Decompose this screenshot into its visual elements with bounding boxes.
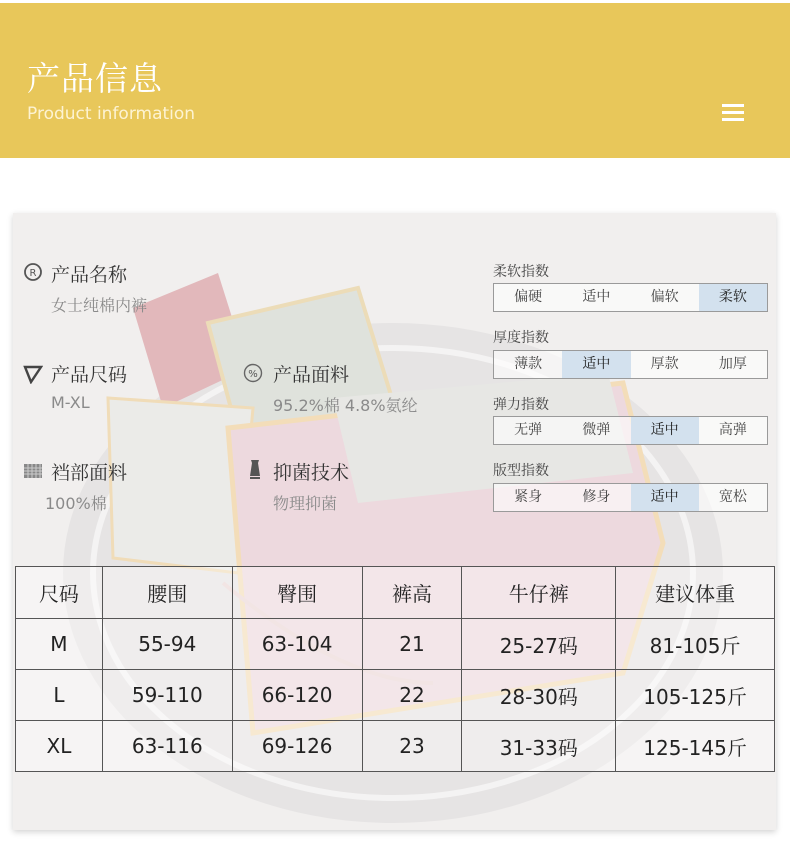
table-cell: 28-30码 xyxy=(462,670,616,721)
index-option[interactable]: 厚款 xyxy=(650,356,679,372)
index-option[interactable]: 适中 xyxy=(582,289,611,305)
column-header: 裤高 xyxy=(362,567,462,619)
table-cell: 66-120 xyxy=(232,670,362,721)
table-header-row xyxy=(16,567,775,619)
ruler-triangle-icon xyxy=(23,364,43,384)
index-option[interactable]: 薄款 xyxy=(514,356,543,372)
table-cell: 105-125斤 xyxy=(616,670,775,721)
attr-label: 裆部面料 xyxy=(51,462,128,484)
attr-label: 抑菌技术 xyxy=(273,462,350,484)
table-cell: 63-116 xyxy=(102,721,232,772)
table-cell: 55-94 xyxy=(102,619,232,670)
index-option-selected[interactable]: 柔软 xyxy=(699,284,767,311)
index-option-selected[interactable]: 适中 xyxy=(631,417,699,444)
index-option[interactable]: 修身 xyxy=(582,489,611,505)
index-option[interactable]: 偏硬 xyxy=(514,289,543,305)
index-thickness xyxy=(493,350,768,379)
svg-text:%: % xyxy=(248,369,258,380)
attr-value: 物理抑菌 xyxy=(273,494,338,513)
percent-icon xyxy=(243,363,263,383)
table-cell: 25-27码 xyxy=(462,619,616,670)
table-cell: XL xyxy=(16,721,103,772)
table-cell: 125-145斤 xyxy=(616,721,775,772)
table-cell: 63-104 xyxy=(232,619,362,670)
index-option[interactable]: 高弹 xyxy=(718,422,747,438)
attr-value: M-XL xyxy=(51,393,90,412)
fabric-grid-icon xyxy=(23,461,43,481)
index-option-selected[interactable]: 适中 xyxy=(562,351,630,378)
attr-product-size xyxy=(23,360,127,412)
menu-icon[interactable] xyxy=(722,104,744,122)
index-option-selected[interactable]: 适中 xyxy=(631,484,699,511)
table-cell: 23 xyxy=(362,721,462,772)
index-option[interactable]: 加厚 xyxy=(718,356,747,372)
index-title-softness: 柔软指数 xyxy=(493,264,549,280)
attr-product-fabric xyxy=(243,360,418,416)
table-cell: 22 xyxy=(362,670,462,721)
page-subtitle: Product information xyxy=(27,104,196,124)
table-row xyxy=(16,721,775,772)
attr-label: 产品尺码 xyxy=(51,364,128,386)
attr-label: 产品面料 xyxy=(273,364,350,386)
index-title-fit: 版型指数 xyxy=(493,463,549,479)
attr-crotch-fabric xyxy=(23,458,127,514)
column-header: 牛仔裤 xyxy=(462,567,616,619)
column-header: 建议体重 xyxy=(616,567,775,619)
table-cell: 31-33码 xyxy=(462,721,616,772)
size-table xyxy=(15,566,775,772)
index-option[interactable]: 宽松 xyxy=(718,489,747,505)
table-cell: 81-105斤 xyxy=(616,619,775,670)
index-title-thickness: 厚度指数 xyxy=(493,330,549,346)
table-cell: 21 xyxy=(362,619,462,670)
svg-text:R: R xyxy=(29,268,37,279)
table-cell: L xyxy=(16,670,103,721)
column-header: 臀围 xyxy=(232,567,362,619)
page-title: 产品信息 xyxy=(27,59,163,98)
index-option[interactable]: 紧身 xyxy=(514,489,543,505)
attr-product-name xyxy=(23,260,147,316)
attr-label: 产品名称 xyxy=(51,264,128,286)
index-option[interactable]: 无弹 xyxy=(514,422,543,438)
index-softness xyxy=(493,283,768,312)
table-row xyxy=(16,670,775,721)
index-title-elasticity: 弹力指数 xyxy=(493,397,549,413)
header-banner xyxy=(0,3,790,158)
attr-value: 95.2%棉 4.8%氨纶 xyxy=(273,396,418,415)
table-cell: 69-126 xyxy=(232,721,362,772)
table-cell: M xyxy=(16,619,103,670)
attr-value: 女士纯棉内裤 xyxy=(51,296,148,315)
index-option[interactable]: 微弹 xyxy=(582,422,611,438)
attr-value: 100%棉 xyxy=(45,494,107,513)
table-cell: 59-110 xyxy=(102,670,232,721)
attr-antibacterial xyxy=(245,458,349,514)
column-header: 尺码 xyxy=(16,567,103,619)
index-elasticity xyxy=(493,416,768,445)
index-option[interactable]: 偏软 xyxy=(650,289,679,305)
column-header: 腰围 xyxy=(102,567,232,619)
index-fit xyxy=(493,483,768,512)
registered-icon xyxy=(23,262,43,282)
thread-spool-icon xyxy=(245,459,265,479)
table-row xyxy=(16,619,775,670)
